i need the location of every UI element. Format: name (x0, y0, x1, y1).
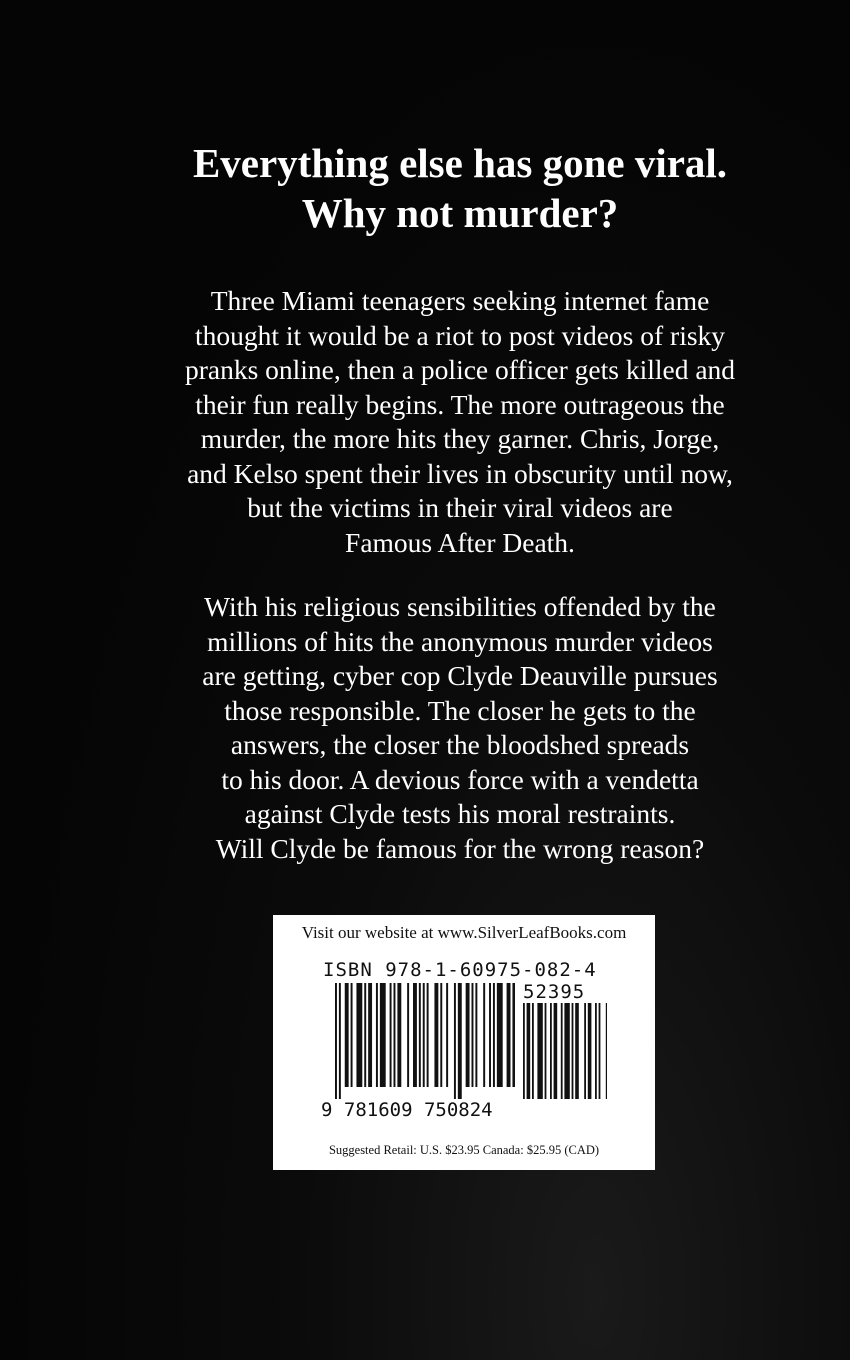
blurb-line: those responsible. The closer he gets to the (224, 694, 696, 726)
barcode-bar (527, 1003, 531, 1099)
barcode-bar (483, 983, 485, 1087)
blurb-line: their fun really begins. The more outrageous the (195, 388, 725, 420)
blurb-line: and Kelso spent their lives in obscurity until now, (187, 457, 733, 489)
barcode-bar (380, 983, 386, 1087)
blurb-paragraph-2 (110, 590, 810, 866)
barcode-bar (368, 983, 372, 1087)
blurb-line: are getting, cyber cop Clyde Deauville pursues (202, 660, 718, 691)
barcode-bar (599, 1003, 601, 1099)
barcode-bar (351, 983, 353, 1087)
barcode-bar (554, 1003, 558, 1099)
barcode-bar (537, 1003, 542, 1099)
blurb-line: answers, the closer the bloodshed spreads (230, 729, 690, 760)
blurb-line: pranks online, then a police officer gets killed and (184, 354, 736, 385)
barcode-bar (458, 983, 462, 1099)
blurb-line: but the victims in their viral videos are (247, 492, 673, 523)
blurb-line: Will Clyde be famous for the wrong reason? (215, 832, 705, 864)
barcode-bar (523, 1003, 525, 1099)
barcode-bar (339, 983, 341, 1099)
barcode-panel (273, 915, 655, 1170)
barcode-bar (446, 983, 448, 1087)
barcode-bar (440, 983, 442, 1087)
barcode-bar (564, 1003, 569, 1099)
barcode-bar (489, 983, 491, 1087)
blurb-paragraph-1 (110, 284, 810, 560)
barcode-bar (588, 1003, 592, 1099)
barcode-bar (475, 983, 477, 1087)
barcode-bar (397, 983, 401, 1087)
blurb-line: Three Miami teenagers seeking internet fame (210, 285, 710, 316)
barcode-bar (472, 983, 474, 1087)
blurb-line: murder, the more hits they garner. Chris, Jorge, (200, 423, 720, 454)
barcode-bar (497, 983, 503, 1087)
barcode-bar (507, 983, 511, 1087)
barcode-bar (575, 1003, 579, 1099)
headline-line-2: Why not murder? (301, 190, 619, 236)
barcode-bar (595, 1003, 597, 1099)
blurb-line: against Clyde tests his moral restraints. (244, 798, 676, 829)
ean-barcode (335, 983, 515, 1101)
barcode-bar (493, 983, 495, 1087)
barcode-bar (466, 983, 470, 1087)
barcode-bar (532, 1003, 534, 1099)
barcode-bar (335, 983, 337, 1099)
barcode-bar (376, 983, 378, 1087)
blurb-line: millions of hits the anonymous murder videos (207, 625, 713, 657)
suggested-retail-price: Suggested Retail: U.S. $23.95 Canada: $25.95 (CAD) (328, 1143, 600, 1157)
addon-barcode (523, 1003, 607, 1101)
headline (60, 138, 850, 238)
barcode-bar (390, 983, 392, 1087)
barcode-bar (427, 983, 429, 1087)
blurb-line: thought it would be a riot to post videos of risky (194, 319, 726, 351)
barcode-bar (512, 983, 515, 1087)
price-code: 52395 (523, 981, 586, 1003)
ean-digits: 9 781609 750824 (321, 1099, 493, 1121)
barcode-bar (394, 983, 396, 1087)
headline-line-1: Everything else has gone viral. (192, 140, 728, 186)
barcode-bar (419, 983, 421, 1087)
barcode-bar (345, 983, 349, 1087)
barcode-bar (550, 1003, 552, 1099)
blurb-line: Famous After Death. (345, 526, 575, 558)
barcode-bar (454, 983, 456, 1099)
barcode-bar (356, 983, 362, 1087)
barcode-bar (545, 1003, 547, 1099)
barcode-bar (407, 983, 409, 1087)
barcode-bar (364, 983, 366, 1087)
barcode-bar (584, 1003, 586, 1099)
blurb-line: to his door. A devious force with a vendetta (221, 763, 699, 795)
publisher-website: Visit our website at www.SilverLeafBooks.com (301, 923, 627, 942)
barcode-bar (572, 1003, 574, 1099)
barcode-bar (606, 1003, 607, 1099)
barcode-bar (413, 983, 417, 1087)
barcode-bar (434, 983, 438, 1087)
barcode-bar (423, 983, 425, 1087)
isbn-label: ISBN 978-1-60975-082-4 (323, 959, 597, 981)
barcode-bar (561, 1003, 563, 1099)
blurb-line: With his religious sensibilities offended by the (204, 591, 716, 622)
